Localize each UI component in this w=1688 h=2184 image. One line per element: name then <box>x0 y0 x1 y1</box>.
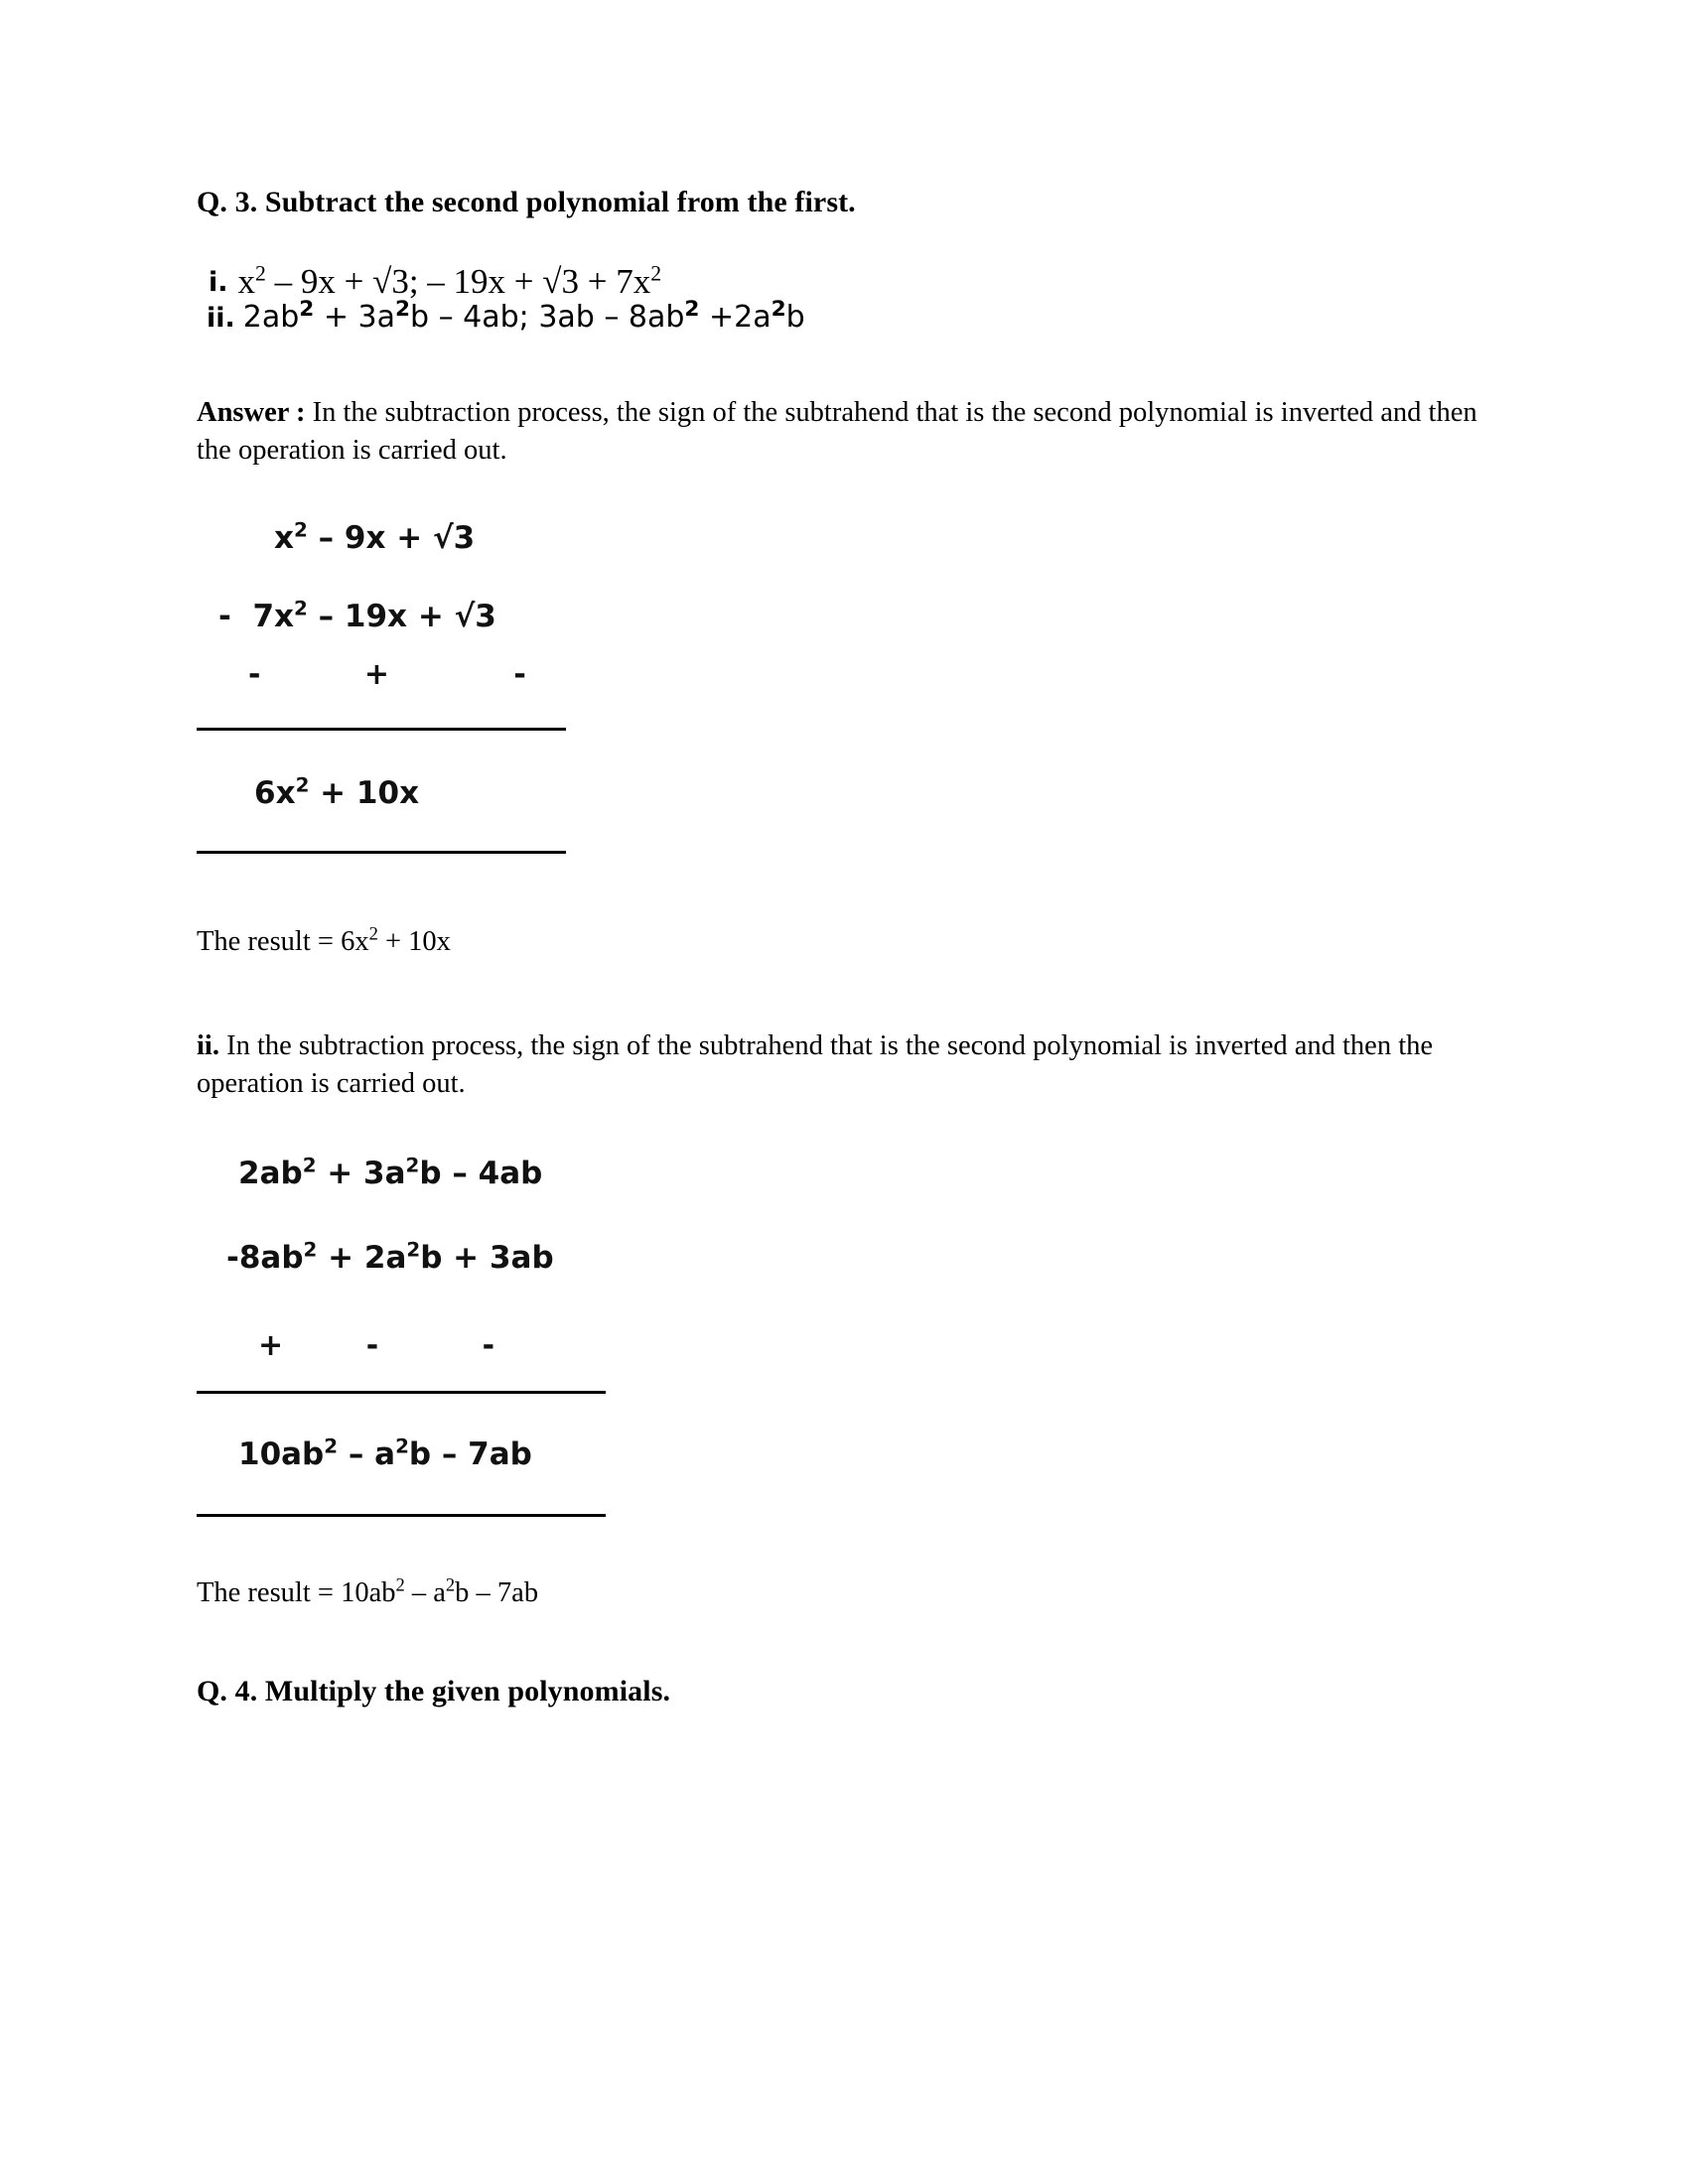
work2-result-seg2: – a <box>338 1435 396 1472</box>
answer-label: Answer : <box>197 397 306 428</box>
work1-upper-rule <box>197 728 566 731</box>
result-statement-2-exponent-2: 2 <box>445 1574 456 1596</box>
work2-minuend-seg3: b – 4ab <box>419 1155 543 1191</box>
work1-subtrahend-prefix: - 7x <box>218 599 295 635</box>
result-statement-2-tail: b – 7ab <box>455 1576 539 1608</box>
question-3-heading: Q. 3. Subtract the second polynomial from the first. <box>197 186 856 218</box>
work1-result-row <box>254 774 1477 812</box>
subtraction-work-block-1 <box>197 519 1477 854</box>
subtraction-work-block-2 <box>197 1154 1477 1517</box>
work1-result-term1: 6x <box>254 775 296 812</box>
problem-item-ii-seg4: +2a <box>699 300 772 335</box>
problem-item-ii <box>207 297 1477 335</box>
work2-minuend-sup2: 2 <box>405 1154 420 1177</box>
sub-answer-ii-text: In the subtraction process, the sign of the subtrahend that is the second polynomial is inverted and then the operation is carried out. <box>197 1029 1434 1099</box>
problem-item-i-radical-2: √3 <box>542 262 580 301</box>
problem-item-i-radical-1: √3 <box>372 262 409 301</box>
work2-subtrahend-sup2: 2 <box>406 1238 421 1262</box>
work2-subtrahend-sup1: 2 <box>303 1238 318 1262</box>
work2-subtrahend-row <box>226 1238 1477 1276</box>
work2-lower-rule <box>197 1514 606 1517</box>
problem-item-ii-seg2: + 3a <box>314 300 396 335</box>
work2-subtrahend-seg1: -8ab <box>226 1239 304 1276</box>
page-content <box>197 185 1477 1709</box>
work2-result-seg3: b – 7ab <box>408 1435 532 1472</box>
work1-subtrahend-prefix-exponent: 2 <box>294 598 308 621</box>
answer-text: In the subtraction process, the sign of the subtrahend that is the second polynomial is inverted and then the operation is carried out. <box>197 397 1477 467</box>
problem-item-ii-seg3: b – 4ab; 3ab – 8ab <box>410 300 685 335</box>
sub-answer-ii-label: ii. <box>197 1029 219 1061</box>
answer-paragraph <box>197 394 1477 470</box>
problem-item-i-marker: i. <box>209 267 228 298</box>
work2-subtrahend-seg2: + 2a <box>317 1239 407 1276</box>
problem-item-ii-sup3: 2 <box>684 297 700 322</box>
work1-result-rest: + 10x <box>309 775 420 812</box>
work1-result-term1-exponent: 2 <box>295 774 310 798</box>
problem-item-ii-marker: ii. <box>207 303 235 334</box>
work2-upper-rule <box>197 1391 606 1394</box>
problem-item-i-part-b: – 9x + <box>265 262 373 301</box>
result-statement-2-label: The result = 10ab <box>197 1576 396 1608</box>
problem-item-ii-seg1: 2ab <box>242 300 300 335</box>
problem-item-i <box>209 261 1477 301</box>
work2-result-seg1: 10ab <box>238 1435 325 1472</box>
work1-subtrahend-rest: – 19x + √3 <box>307 599 496 635</box>
work2-result-sup1: 2 <box>324 1434 339 1458</box>
work2-result-row <box>238 1434 1477 1472</box>
problem-item-ii-sup1: 2 <box>299 297 315 322</box>
work1-minuend-term1-exponent: 2 <box>294 519 308 543</box>
work2-subtrahend-seg3: b + 3ab <box>420 1239 554 1276</box>
work2-minuend-seg1: 2ab <box>238 1155 303 1191</box>
result-statement-1-label: The result = 6x <box>197 926 369 958</box>
problem-item-ii-seg5: b <box>785 300 805 335</box>
work2-sign-row: + - - <box>258 1327 495 1363</box>
work1-minuend-row <box>274 519 1477 557</box>
problem-item-i-tail: + 7x <box>579 262 651 301</box>
work1-sign-row: - + - <box>248 657 526 693</box>
result-statement-2-exponent-1: 2 <box>395 1574 405 1596</box>
problem-item-i-term1: x <box>237 262 256 301</box>
result-statement-1 <box>197 923 1477 961</box>
work2-minuend-sup1: 2 <box>302 1154 317 1177</box>
work2-minuend-seg2: + 3a <box>316 1155 406 1191</box>
question-3-items <box>197 261 1477 335</box>
work1-lower-rule <box>197 851 566 854</box>
work2-result-sup2: 2 <box>395 1434 409 1458</box>
work2-minuend-row <box>238 1154 1477 1191</box>
result-statement-2 <box>197 1574 1477 1612</box>
problem-item-ii-sup4: 2 <box>771 297 786 322</box>
sub-answer-ii-paragraph <box>197 1027 1477 1103</box>
problem-item-i-tail-exponent: 2 <box>650 261 662 286</box>
result-statement-1-exponent: 2 <box>368 923 378 945</box>
question-4-heading: Q. 4. Multiply the given polynomials. <box>197 1675 671 1708</box>
result-statement-1-tail: + 10x <box>377 926 451 958</box>
work1-subtrahend-row <box>218 598 1477 635</box>
work1-minuend-term1: x <box>274 520 294 557</box>
problem-item-ii-sup2: 2 <box>395 297 411 322</box>
problem-item-i-term1-exponent: 2 <box>255 261 266 286</box>
problem-item-i-separator: ; – 19x + <box>408 262 543 301</box>
work1-minuend-rest: – 9x + √3 <box>307 520 476 557</box>
result-statement-2-mid: – a <box>404 1576 446 1608</box>
